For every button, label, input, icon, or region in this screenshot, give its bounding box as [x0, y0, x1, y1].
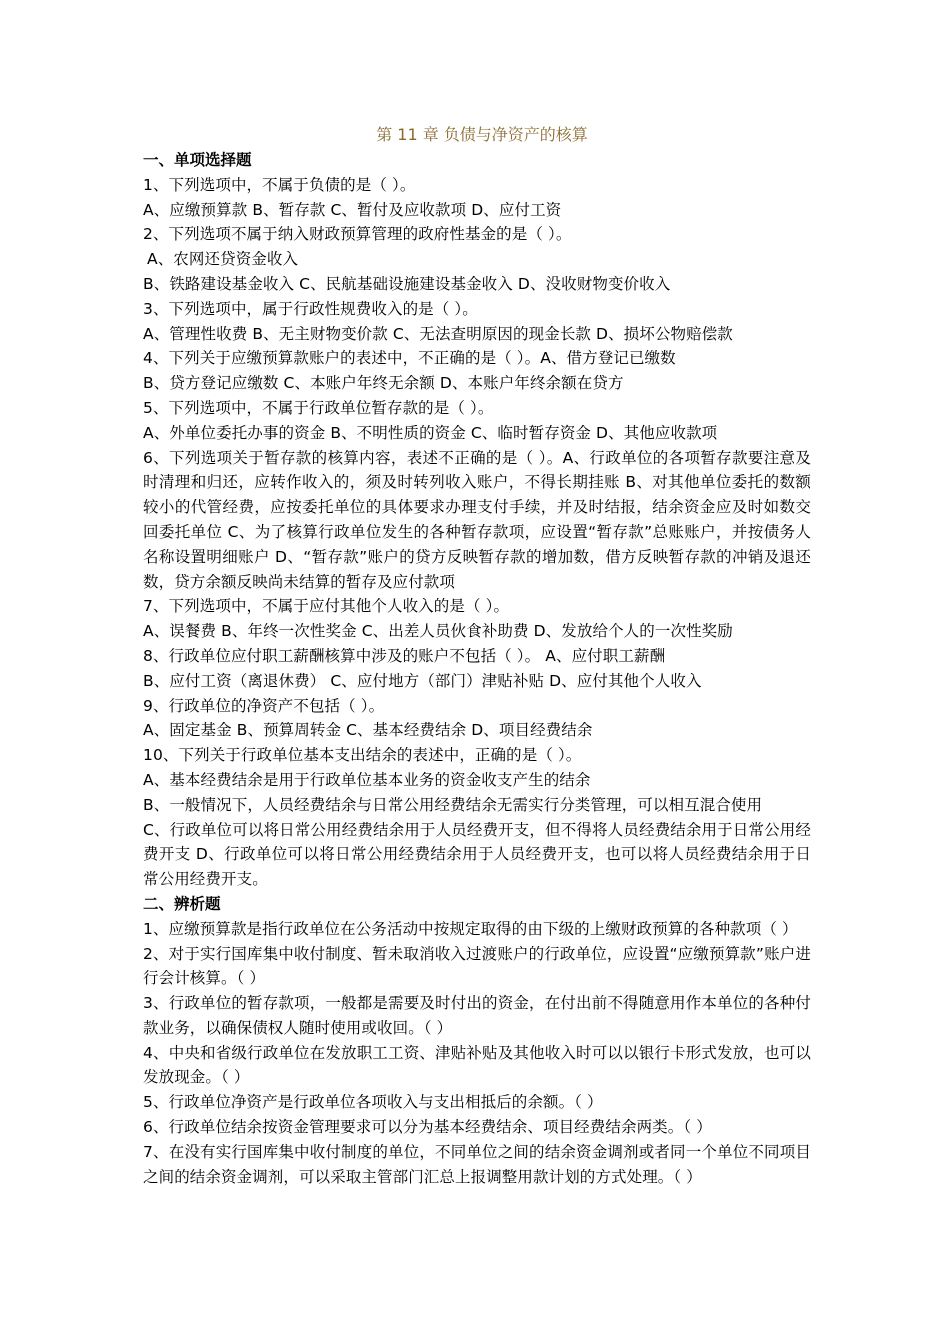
analysis-item: 7、在没有实行国库集中收付制度的单位，不同单位之间的结余资金调剂或者同一个单位不同项目之间的结余资金调剂，可以采取主管部门汇总上报调整用款计划的方式处理。（ ） — [143, 1142, 811, 1186]
page-title: 第 11 章 负债与净资产的核算 — [376, 125, 588, 144]
analysis-item: 3、行政单位的暂存款项，一般都是需要及时付出的资金，在付出前不得随意用作本单位的各种付款业务，以确保债权人随时使用或收回。（ ） — [143, 994, 811, 1037]
question-paragraph: 6、下列选项关于暂存款的核算内容，表述不正确的是（ ）。A、行政单位的各项暂存款要注意及时清理和归还，应转作收入的，须及时转列收入账户，不得长期挂账 B、对其他单位委托的数额较小的代管经费，应按委托单位的具体要求办理支付手续，并及时结报，结余资金应及时如数交回委托单位 C、为了核算行政单位发生的各种暂存款项，应设置“暂存款”总账账户，并按债务人名称设置明细账户 D、“暂存款”账户的贷方反映暂存款的增加数，借方反映暂存款的冲销及退还数，贷方余额反映尚未结算的暂存及应付款项 — [143, 448, 811, 591]
question-line: 8、行政单位应付职工薪酬核算中涉及的账户不包括（ ）。 A、应付职工薪酬 — [143, 646, 666, 665]
question-line: 3、下列选项中，属于行政性规费收入的是（ ）。 — [143, 299, 478, 318]
analysis-list — [143, 917, 811, 1190]
option-line: A、农网还贷资金收入 — [147, 250, 299, 269]
question-line: 1、下列选项中，不属于负债的是（ ）。 — [143, 175, 416, 194]
question-line: 10、下列关于行政单位基本支出结余的表述中，正确的是（ ）。 — [143, 746, 582, 765]
option-line: A、外单位委托办事的资金 B、不明性质的资金 C、临时暂存资金 D、其他应收款项 — [143, 423, 718, 442]
section-heading-analysis: 二、辨析题 — [143, 894, 221, 913]
option-line: A、应缴预算款 B、暂存款 C、暂付及应收款项 D、应付工资 — [143, 200, 562, 219]
option-line: A、误餐费 B、年终一次性奖金 C、出差人员伙食补助费 D、发放给个人的一次性奖励 — [143, 622, 733, 641]
option-line: A、固定基金 B、预算周转金 C、基本经费结余 D、项目经费结余 — [143, 721, 593, 740]
option-line: B、一般情况下，人员经费结余与日常公用经费结余无需实行分类管理，可以相互混合使用 — [143, 795, 763, 814]
option-line: A、基本经费结余是用于行政单位基本业务的资金收支产生的结余 — [143, 770, 591, 789]
analysis-item: 4、中央和省级行政单位在发放职工工资、津贴补贴及其他收入时可以以银行卡形式发放，也可以发放现金。（ ） — [143, 1043, 811, 1087]
question-line: 9、行政单位的净资产不包括（ ）。 — [143, 696, 385, 715]
option-line: B、铁路建设基金收入 C、民航基础设施建设基金收入 D、没收财物变价收入 — [143, 274, 671, 293]
option-line: B、贷方登记应缴数 C、本账户年终无余额 D、本账户年终余额在贷方 — [143, 374, 624, 393]
section-heading-single-choice: 一、单项选择题 — [143, 151, 252, 169]
document-page — [143, 122, 811, 1189]
analysis-item: 1、应缴预算款是指行政单位在公务活动中按规定取得的由下级的上缴财政预算的各种款项（ ） — [143, 919, 798, 938]
option-line: A、管理性收费 B、无主财物变价款 C、无法查明原因的现金长款 D、损坏公物赔偿款 — [143, 324, 733, 343]
analysis-item: 2、对于实行国库集中收付制度、暂未取消收入过渡账户的行政单位，应设置“应缴预算款”账户进行会计核算。（ ） — [143, 944, 811, 988]
analysis-item: 6、行政单位结余按资金管理要求可以分为基本经费结余、项目经费结余两类。（ ） — [143, 1118, 712, 1137]
question-line: 7、下列选项中，不属于应付其他个人收入的是（ ）。 — [143, 597, 510, 616]
analysis-item: 5、行政单位净资产是行政单位各项收入与支出相抵后的余额。（ ） — [143, 1093, 603, 1112]
single-choice-list — [143, 173, 811, 892]
option-line: B、应付工资（离退休费） C、应付地方（部门）津贴补贴 D、应付其他个人收入 — [143, 671, 702, 690]
question-line: 2、下列选项不属于纳入财政预算管理的政府性基金的是（ ）。 — [143, 225, 572, 244]
option-paragraph: C、行政单位可以将日常公用经费结余用于人员经费开支，但不得将人员经费结余用于日常公用经费开支 D、行政单位可以将日常公用经费结余用于人员经费开支，也可以将人员经费结余用于日常公用经费开支。 — [143, 820, 811, 889]
question-line: 5、下列选项中，不属于行政单位暂存款的是（ ）。 — [143, 398, 494, 417]
question-line: 4、下列关于应缴预算款账户的表述中，不正确的是（ ）。A、借方登记已缴数 — [143, 349, 676, 368]
